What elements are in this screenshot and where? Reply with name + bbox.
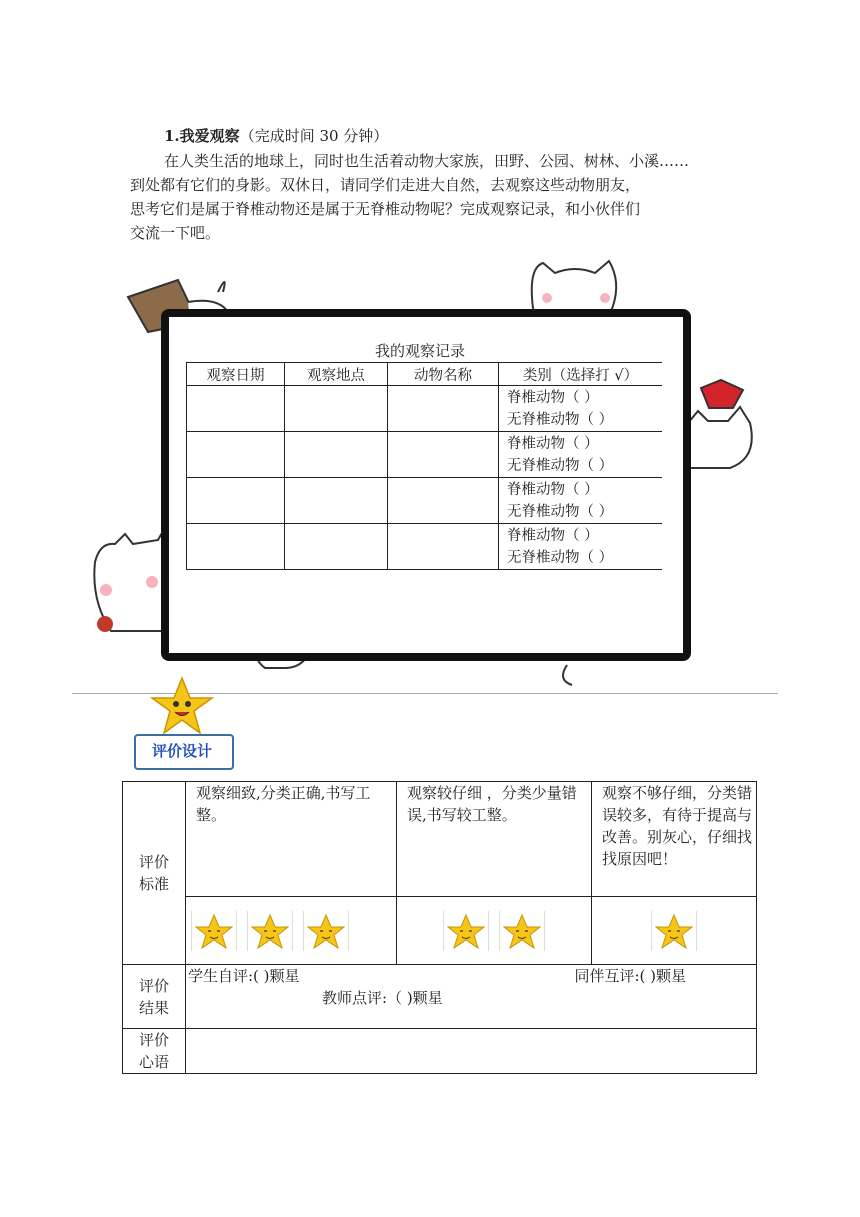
paragraph-line-4: 交流一下吧。: [130, 224, 221, 242]
record-header-row: [187, 363, 663, 386]
category-cell[interactable]: [499, 478, 663, 524]
teacher-evaluation[interactable]: 教师点评:（ )颗星: [322, 989, 443, 1007]
criterion-1-star: 观察不够仔细，分类错误较多，有待于提高与改善。别灰心，仔细找找原因吧！: [592, 782, 757, 897]
animal-name-cell[interactable]: [388, 524, 499, 570]
right-cat-illustration: [686, 378, 756, 498]
location-cell[interactable]: [285, 524, 388, 570]
stars-cell-1: [592, 897, 757, 965]
option-invertebrate[interactable]: 无脊椎动物（ ）: [507, 549, 614, 566]
section-title: [164, 125, 388, 146]
evaluation-badge-label: 评价设计: [151, 742, 212, 760]
result-label: 评价 结果: [123, 965, 186, 1029]
location-cell[interactable]: [285, 432, 388, 478]
date-cell[interactable]: [187, 386, 285, 432]
category-cell[interactable]: [499, 432, 663, 478]
header-animal-name: 动物名称: [388, 363, 499, 386]
paragraph-line-2: 到处都有它们的身影。双休日，请同学们走进大自然，去观察这些动物朋友，: [130, 176, 641, 194]
option-vertebrate[interactable]: 脊椎动物（ ）: [507, 435, 599, 452]
comment-row: [123, 1029, 757, 1074]
result-row: [123, 965, 757, 1029]
star-mascot-icon: [150, 676, 214, 736]
criteria-label: 评价 标准: [123, 782, 186, 965]
section-number: 1.: [164, 127, 180, 145]
star-icon: [651, 911, 697, 951]
time-note: （完成时间 30 分钟）: [239, 127, 389, 145]
option-invertebrate[interactable]: 无脊椎动物（ ）: [507, 503, 614, 520]
date-cell[interactable]: [187, 524, 285, 570]
star-icon: [303, 911, 349, 951]
option-invertebrate[interactable]: 无脊椎动物（ ）: [507, 457, 614, 474]
header-location: 观察地点: [285, 363, 388, 386]
star-icon: [191, 911, 237, 951]
location-cell[interactable]: [285, 386, 388, 432]
criterion-2-stars: 观察较仔细 ，分类少量错误,书写较工整。: [397, 782, 592, 897]
location-cell[interactable]: [285, 478, 388, 524]
comment-cell[interactable]: [186, 1029, 757, 1074]
record-row: [187, 386, 663, 432]
record-row: [187, 432, 663, 478]
date-cell[interactable]: [187, 478, 285, 524]
paragraph-line-3: 思考它们是属于脊椎动物还是属于无脊椎动物呢？完成观察记录，和小伙伴们: [130, 200, 641, 218]
option-vertebrate[interactable]: 脊椎动物（ ）: [507, 481, 599, 498]
header-category: 类别（选择打 √）: [499, 363, 663, 386]
criteria-stars-row: [123, 897, 757, 965]
criterion-3-stars: 观察细致,分类正确,书写工整。: [186, 782, 397, 897]
star-icon: [443, 911, 489, 951]
record-title: 我的观察记录: [374, 342, 465, 360]
evaluation-table: [122, 781, 757, 1074]
record-row: [187, 478, 663, 524]
observation-record-table: [186, 362, 662, 570]
comment-label: 评价 心语: [123, 1029, 186, 1074]
star-icon: [247, 911, 293, 951]
criteria-text-row: [123, 782, 757, 897]
header-date: 观察日期: [187, 363, 285, 386]
star-icon: [499, 911, 545, 951]
option-vertebrate[interactable]: 脊椎动物（ ）: [507, 389, 599, 406]
category-cell[interactable]: [499, 386, 663, 432]
result-cell: [186, 965, 757, 1029]
option-invertebrate[interactable]: 无脊椎动物（ ）: [507, 411, 614, 428]
section-title-text: 我爱观察: [179, 127, 240, 145]
stars-cell-3: [186, 897, 397, 965]
option-vertebrate[interactable]: 脊椎动物（ ）: [507, 527, 599, 544]
animal-name-cell[interactable]: [388, 386, 499, 432]
record-row: [187, 524, 663, 570]
date-cell[interactable]: [187, 432, 285, 478]
category-cell[interactable]: [499, 524, 663, 570]
peer-evaluation[interactable]: 同伴互评:( )颗星: [574, 967, 686, 985]
left-cat-illustration: [90, 522, 170, 642]
self-evaluation[interactable]: 学生自评:( )颗星: [188, 967, 300, 985]
animal-name-cell[interactable]: [388, 478, 499, 524]
animal-name-cell[interactable]: [388, 432, 499, 478]
paragraph-line-1: 在人类生活的地球上，同时也生活着动物大家族，田野、公园、树林、小溪……: [164, 152, 690, 170]
stars-cell-2: [397, 897, 592, 965]
